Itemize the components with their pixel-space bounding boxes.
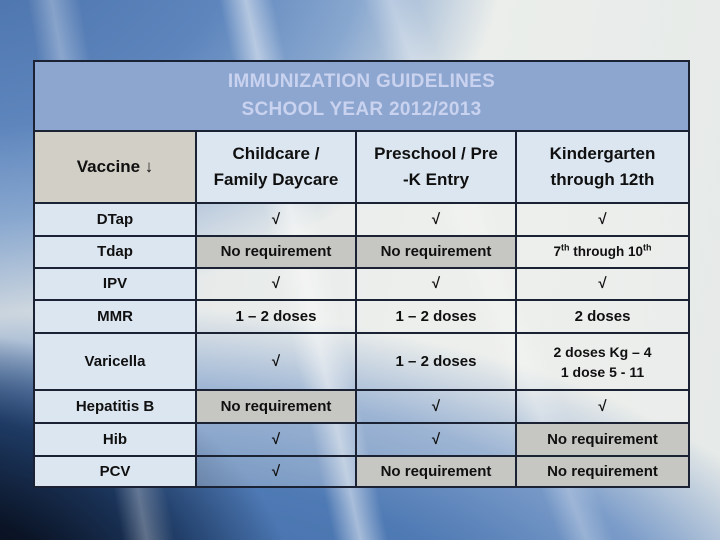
ipv-kindergarten: √ <box>515 267 688 299</box>
table-title <box>35 62 688 130</box>
pcv-kindergarten: No requirement <box>515 455 688 486</box>
mmr-kindergarten: 2 doses <box>515 299 688 332</box>
mmr-childcare: 1 – 2 doses <box>195 299 355 332</box>
varicella-kindergarten-line2: 1 dose 5 - 11 <box>560 363 645 380</box>
hepatitisb-preschool: √ <box>355 389 515 422</box>
hib-preschool: √ <box>355 422 515 455</box>
tdap-kindergarten <box>515 235 688 267</box>
hib-childcare: √ <box>195 422 355 455</box>
varicella-vaccine-name: Varicella <box>35 332 195 389</box>
hib-kindergarten: No requirement <box>515 422 688 455</box>
hepatitisb-vaccine-name: Hepatitis B <box>35 389 195 422</box>
mmr-preschool: 1 – 2 doses <box>355 299 515 332</box>
header-vaccine-label: Vaccine ↓ <box>76 157 154 176</box>
ipv-vaccine-name: IPV <box>35 267 195 299</box>
dtap-childcare: √ <box>195 202 355 235</box>
varicella-childcare: √ <box>195 332 355 389</box>
header-childcare-line2: Family Daycare <box>213 170 339 189</box>
dtap-vaccine-name: DTap <box>35 202 195 235</box>
header-kindergarten-line2: through 12th <box>550 170 655 189</box>
ipv-preschool: √ <box>355 267 515 299</box>
header-kindergarten-line1: Kindergarten <box>549 144 656 163</box>
dtap-kindergarten: √ <box>515 202 688 235</box>
header-preschool <box>355 130 515 202</box>
table-title-line1: IMMUNIZATION GUIDELINES <box>227 71 496 92</box>
tdap-preschool: No requirement <box>355 235 515 267</box>
pcv-vaccine-name: PCV <box>35 455 195 486</box>
tdap-grade-range: 7th through 10th <box>553 242 652 260</box>
hepatitisb-childcare: No requirement <box>195 389 355 422</box>
hib-vaccine-name: Hib <box>35 422 195 455</box>
table-title-line2: SCHOOL YEAR 2012/2013 <box>241 99 482 120</box>
tdap-childcare: No requirement <box>195 235 355 267</box>
varicella-kindergarten-line1: 2 doses Kg – 4 <box>553 343 652 360</box>
varicella-preschool: 1 – 2 doses <box>355 332 515 389</box>
mmr-vaccine-name: MMR <box>35 299 195 332</box>
header-childcare-line1: Childcare / <box>232 144 320 163</box>
pcv-childcare: √ <box>195 455 355 486</box>
header-kindergarten <box>515 130 688 202</box>
ipv-childcare: √ <box>195 267 355 299</box>
pcv-preschool: No requirement <box>355 455 515 486</box>
header-preschool-line1: Preschool / Pre <box>374 144 498 163</box>
hepatitisb-kindergarten: √ <box>515 389 688 422</box>
immunization-table <box>33 60 690 488</box>
header-childcare <box>195 130 355 202</box>
varicella-kindergarten <box>515 332 688 389</box>
dtap-preschool: √ <box>355 202 515 235</box>
header-vaccine <box>35 130 195 202</box>
tdap-vaccine-name: Tdap <box>35 235 195 267</box>
header-preschool-line2: -K Entry <box>402 170 470 189</box>
